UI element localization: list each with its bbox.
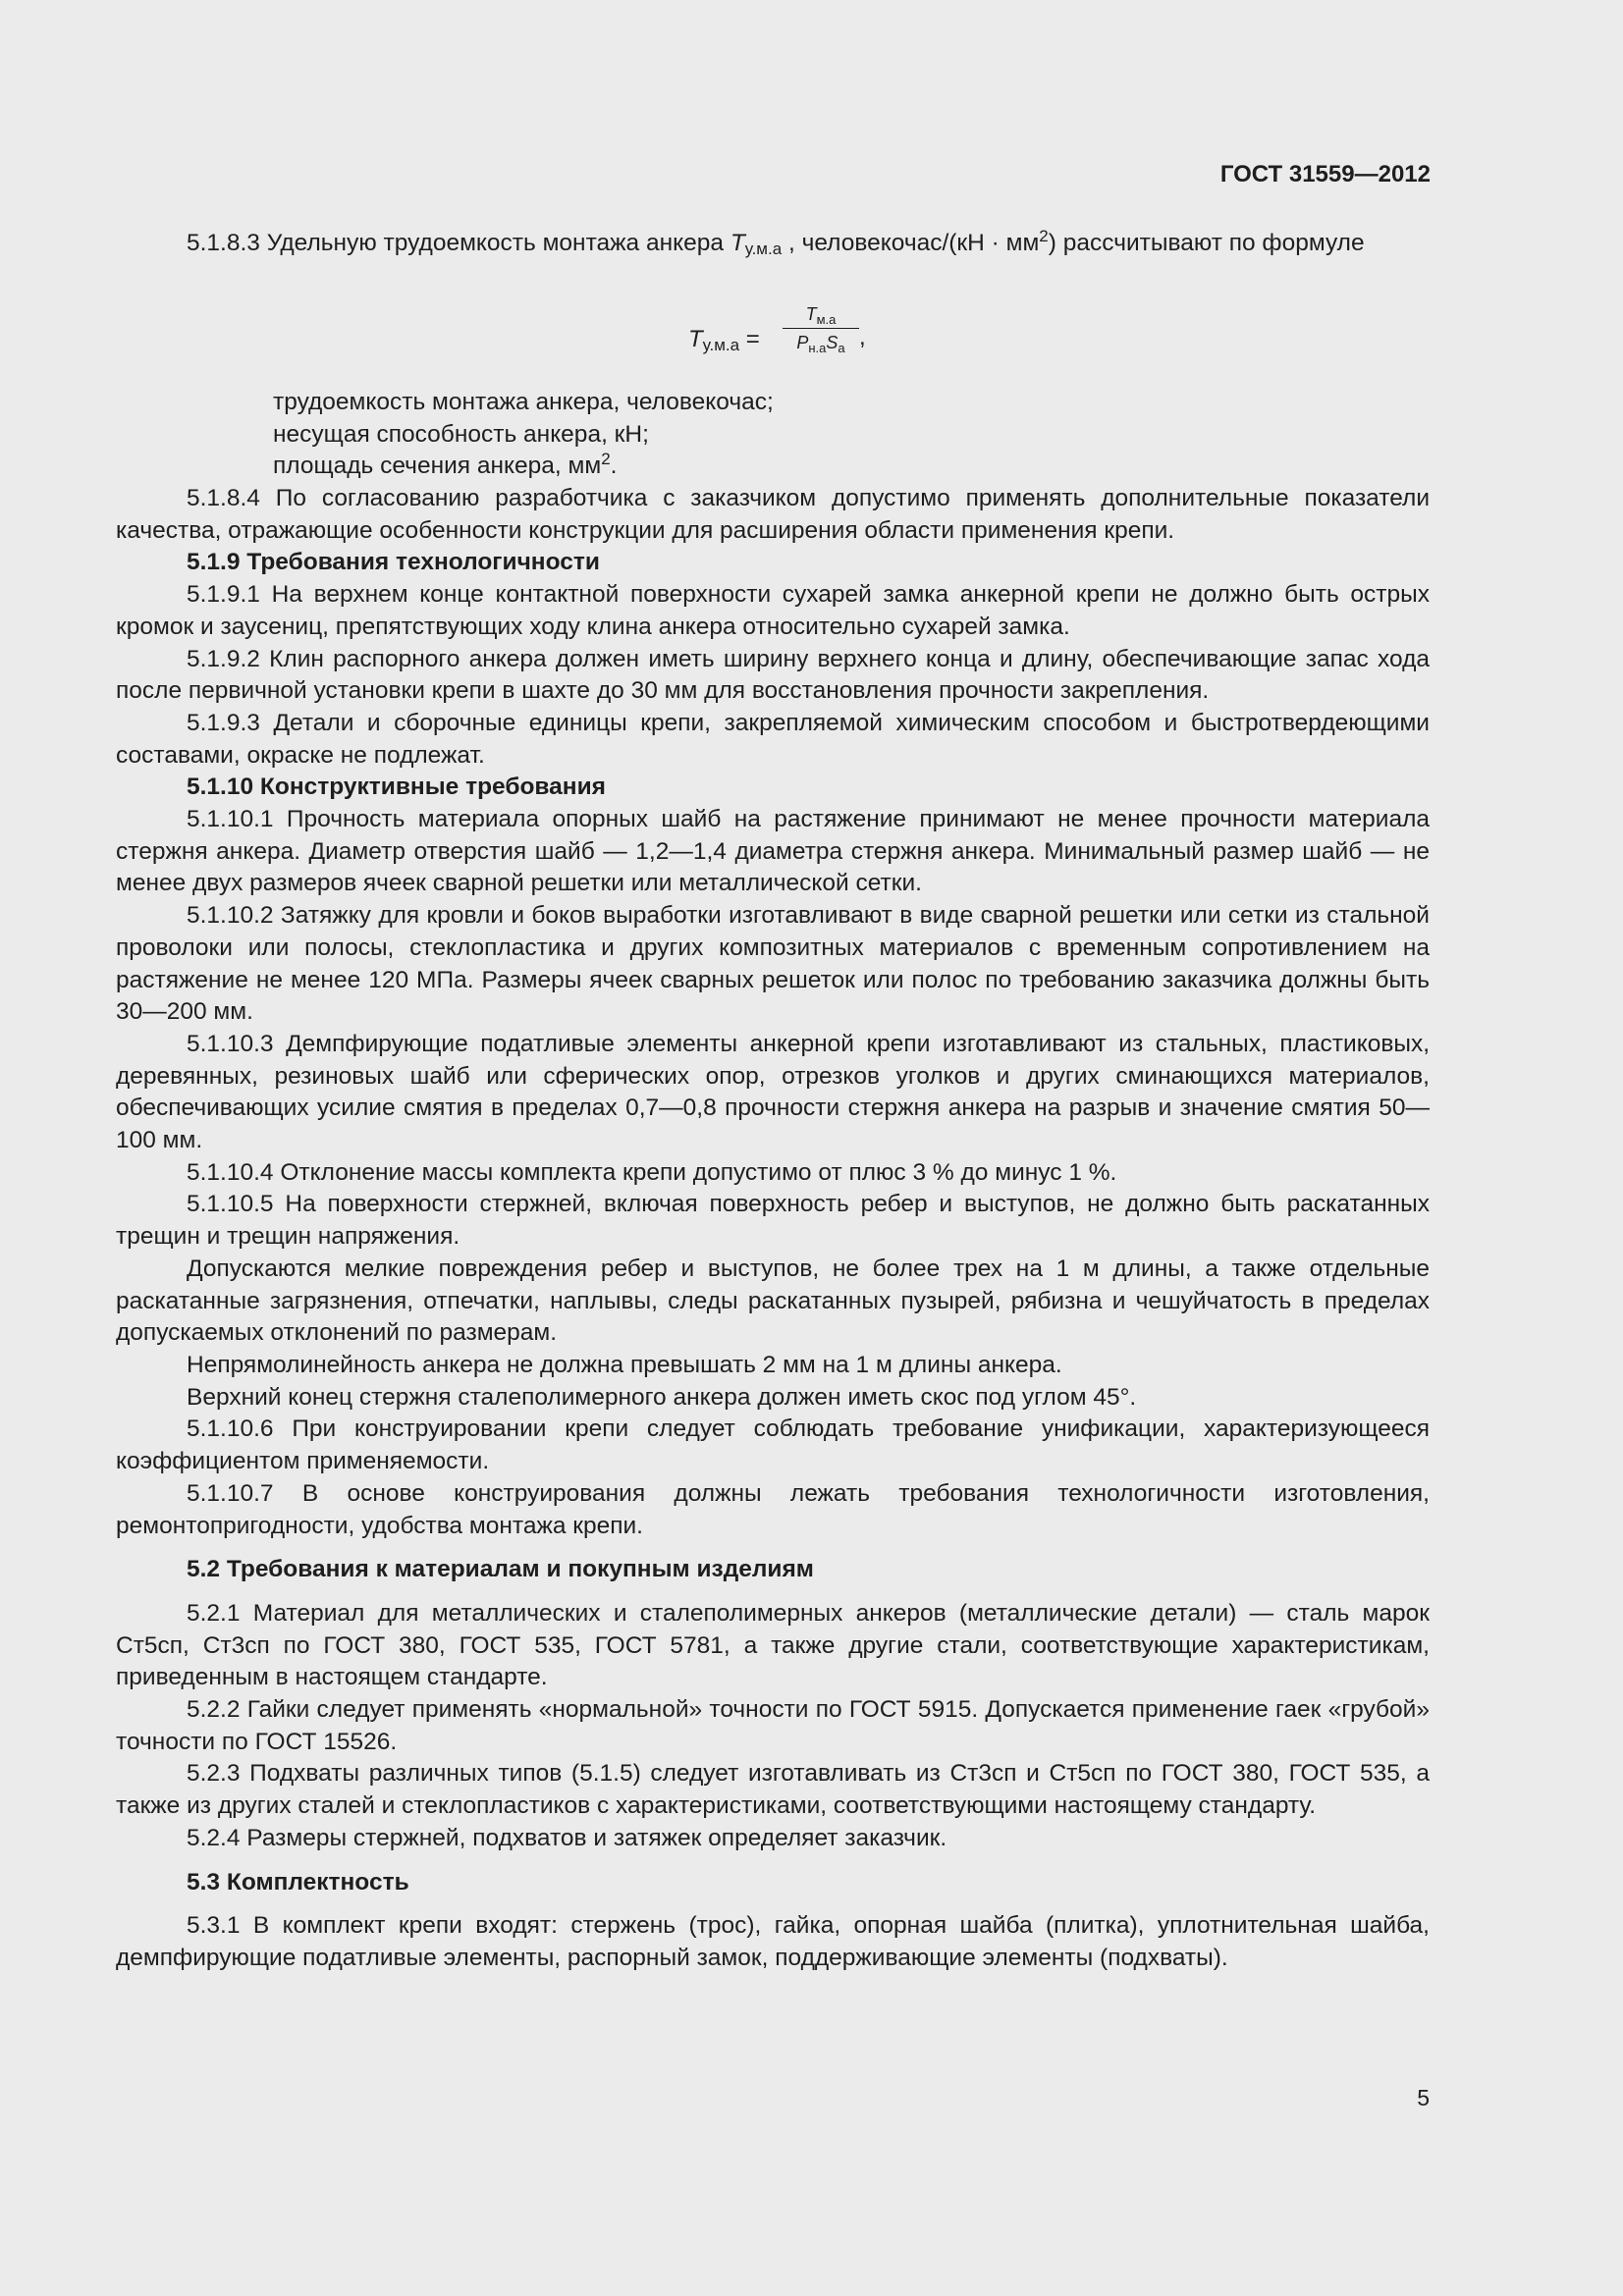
denominator-subscript-s: a <box>838 341 845 355</box>
equals-sign: = <box>739 326 767 352</box>
document-header: ГОСТ 31559—2012 <box>1219 161 1431 187</box>
paragraph-5-1-9-3: 5.1.9.3 Детали и сборочные единицы крепи, закрепляемой химическим способом и быстротвердеющими составами, окраске не подлежат. <box>116 709 1430 769</box>
paragraph-straightness: Непрямолинейность анкера не должна превышать 2 мм на 1 м длины анкера. <box>187 1351 1062 1378</box>
symbol-subscript: у.м.а <box>744 240 783 258</box>
paragraph-allowances: Допускаются мелкие повреждения ребер и выступов, не более трех на 1 м длины, а также отдельные раскатанные загрязнения, отпечатки, наплывы, следы раскатанных пузырей, рябизна и чешуйчатость в пределах допускаемых отклонений по размерам. <box>116 1255 1430 1347</box>
page-number: 5 <box>1417 2085 1430 2110</box>
fraction-numerator <box>783 304 859 325</box>
superscript: 2 <box>1039 226 1049 245</box>
paragraph-5-2-4: 5.2.4 Размеры стержней, подхватов и затяжек определяет заказчик. <box>187 1824 947 1851</box>
denominator-subscript-p: н.а <box>808 341 827 355</box>
legend-description <box>273 451 617 483</box>
paragraph-5-1-9-2: 5.1.9.2 Клин распорного анкера должен иметь ширину верхнего конца и длину, обеспечивающие запас хода после первичной установки крепи в шахте до 30 мм для восстановления прочности закрепления. <box>116 645 1430 705</box>
numerator-subscript: м.а <box>816 312 837 327</box>
paragraph-5-1-10-1: 5.1.10.1 Прочность материала опорных шайб на растяжение принимают не менее прочности материала стержня анкера. Диаметр отверстия шайб — 1,2—1,4 диаметра стержня анкера. Минимальный размер шайб — не менее двух размеров ячеек сварной решетки или металлической сетки. <box>116 806 1430 897</box>
paragraph-5-2-3: 5.2.3 Подхваты различных типов (5.1.5) следует изготавливать из Ст3сп и Ст5сп по ГОСТ 380, ГОСТ 535, а также из других сталей и стеклопластиков с характеристиками, соответствующими настоящему стандарту. <box>116 1760 1430 1820</box>
fraction-denominator <box>783 333 859 353</box>
heading-5-1-9: 5.1.9 Требования технологичности <box>187 549 600 576</box>
formula-lhs <box>688 326 766 353</box>
symbol: T <box>730 230 745 256</box>
denominator-symbol-p: P <box>796 333 809 352</box>
paragraph-5-1-10-6: 5.1.10.6 При конструировании крепи следует соблюдать требование унификации, характеризующееся коэффициентом применяемости. <box>116 1415 1430 1475</box>
fraction-bar <box>783 328 859 329</box>
formula-subscript: у.м.а <box>702 336 740 354</box>
formula-comma: , <box>859 324 866 350</box>
legend-description-text: площадь сечения анкера, мм <box>273 453 602 480</box>
paragraph-5-1-8-3 <box>116 228 1430 260</box>
text-run: 5.1.8.3 Удельную трудоемкость монтажа анкера <box>187 230 730 256</box>
numerator-symbol: T <box>805 304 817 324</box>
paragraph-5-1-10-7: 5.1.10.7 В основе конструирования должны лежать требования технологичности изготовления, ремонтопригодности, удобства монтажа крепи. <box>116 1479 1430 1539</box>
legend-superscript: 2 <box>601 450 611 469</box>
denominator-symbol-s: S <box>826 333 839 352</box>
paragraph-5-1-9-1: 5.1.9.1 На верхнем конце контактной поверхности сухарей замка анкерной крепи не должно быть острых кромок и заусениц, препятствующих ходу клина анкера относительно сухарей замка. <box>116 581 1430 640</box>
legend-description: трудоемкость монтажа анкера, человекочас; <box>273 389 774 415</box>
heading-5-3: 5.3 Комплектность <box>187 1868 409 1896</box>
paragraph-5-2-1: 5.2.1 Материал для металлических и сталеполимерных анкеров (металлические детали) — сталь марок Ст5сп, Ст3сп по ГОСТ 380, ГОСТ 535, ГОСТ 5781, а также другие стали, соответствующие характеристикам, приведенным в настоящем стандарте. <box>116 1599 1430 1691</box>
paragraph-5-1-10-3: 5.1.10.3 Демпфирующие податливые элементы анкерной крепи изготавливают из стальных, пластиковых, деревянных, резиновых шайб или сферических опор, отрезков уголков и других сминающихся материалов, обеспечивающих усилие смятия в пределах 0,7—0,8 прочности стержня анкера на разрыв и значение смятия 50—100 мм. <box>116 1030 1430 1154</box>
formula-symbol: T <box>688 326 703 352</box>
paragraph-5-3-1: 5.3.1 В комплект крепи входят: стержень (трос), гайка, опорная шайба (плитка), уплотнительная шайба, демпфирующие податливые элементы, распорный замок, поддерживающие элементы (подхваты). <box>116 1912 1430 1971</box>
heading-5-2: 5.2 Требования к материалам и покупным изделиям <box>187 1556 814 1583</box>
formula-fraction <box>783 304 859 353</box>
document-body-main <box>116 483 1430 1975</box>
paragraph-bevel: Верхний конец стержня сталеполимерного анкера должен иметь скос под углом 45°. <box>187 1383 1137 1411</box>
paragraph-5-1-10-2: 5.1.10.2 Затяжку для кровли и боков выработки изготавливают в виде сварной решетки или сетки из стальной проволоки или полосы, стеклопластика и других композитных материалов с временным сопротивлением на растяжение не менее 120 МПа. Размеры ячеек сварных решеток или полос по требованию заказчика должны быть 30—200 мм. <box>116 902 1430 1026</box>
heading-5-1-10: 5.1.10 Конструктивные требования <box>187 774 606 801</box>
document-body <box>116 228 1430 260</box>
paragraph-5-1-10-5: 5.1.10.5 На поверхности стержней, включая поверхность ребер и выступов, не должно быть раскатанных трещин и трещин напряжения. <box>116 1191 1430 1251</box>
text-run: ) рассчитывают по формуле <box>1048 230 1365 256</box>
paragraph-5-2-2: 5.2.2 Гайки следует применять «нормальной» точности по ГОСТ 5915. Допускается применение гаек «грубой» точности по ГОСТ 15526. <box>116 1696 1430 1755</box>
legend-tail: . <box>610 453 618 480</box>
paragraph-5-1-10-4: 5.1.10.4 Отклонение массы комплекта крепи допустимо от плюс 3 % до минус 1 %. <box>187 1158 1117 1186</box>
legend-description: несущая способность анкера, кН; <box>273 420 649 448</box>
text-run: , человекочас/(кН · мм <box>782 230 1040 256</box>
paragraph-5-1-8-4: 5.1.8.4 По согласованию разработчика с заказчиком допустимо применять дополнительные показатели качества, отражающие особенности конструкции для расширения области применения крепи. <box>116 485 1430 544</box>
